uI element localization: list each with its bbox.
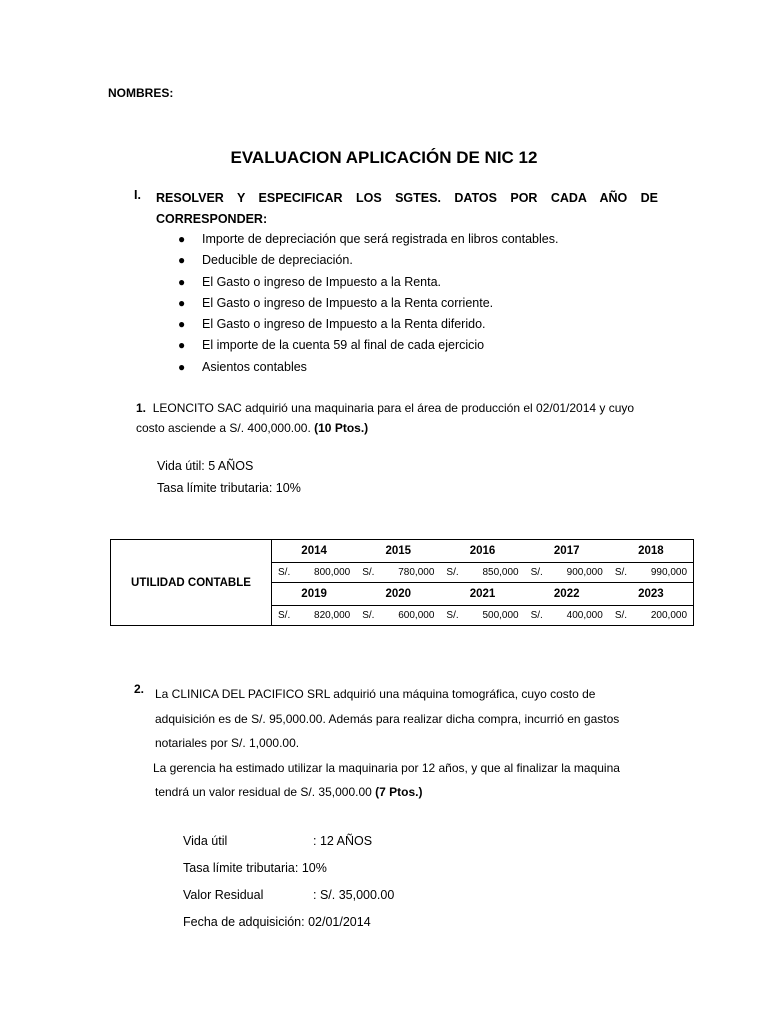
amount-cell: S/. 900,000 xyxy=(530,567,603,578)
year-header: 2017 xyxy=(553,545,580,557)
detail-row: Vida útil : 12 AÑOS xyxy=(183,834,373,848)
bullet-icon: ● xyxy=(178,338,186,353)
list-item: ● Asientos contables xyxy=(176,357,558,378)
problem-1-number: 1. xyxy=(136,401,147,415)
amount-cell: S/. 600,000 xyxy=(362,610,435,621)
detail-row: Valor Residual : S/. 35,000.00 xyxy=(183,888,395,902)
year-header: 2022 xyxy=(553,588,580,600)
year-header: 2018 xyxy=(638,545,664,557)
detail-row: Tasa límite tributaria: 10% xyxy=(183,861,327,875)
year-header: 2021 xyxy=(469,588,496,600)
amount-cell: S/. 850,000 xyxy=(446,567,519,578)
problem-1-points: (10 Ptos.) xyxy=(314,421,369,435)
list-item: ● El importe de la cuenta 59 al final de cada ejercicio xyxy=(176,335,558,356)
years-cell xyxy=(272,583,694,606)
vida-util-text: Vida útil: 5 AÑOS xyxy=(157,459,254,473)
year-header: 2020 xyxy=(385,588,412,600)
amounts-cell xyxy=(272,606,694,626)
year-header: 2014 xyxy=(301,545,327,557)
problem-2-line: La CLINICA DEL PACIFICO SRL adquirió una máquina tomográfica, cuyo costo de xyxy=(155,687,596,701)
problem-2-points: (7 Ptos.) xyxy=(375,785,423,799)
detail-row: Fecha de adquisición: 02/01/2014 xyxy=(183,915,371,929)
amount-cell: S/. 200,000 xyxy=(614,610,688,621)
list-item: ● El Gasto o ingreso de Impuesto a la Renta diferido. xyxy=(176,314,558,335)
amount-cell: S/. 800,000 xyxy=(278,567,351,578)
bullet-icon: ● xyxy=(178,295,186,310)
problem-2-line: adquisición es de S/. 95,000.00. Además para realizar dicha compra, incurrió en gastos xyxy=(155,711,620,726)
problem-2-parameters xyxy=(183,828,394,936)
amounts-cell xyxy=(272,563,694,583)
year-header: 2016 xyxy=(469,545,496,557)
list-item: ● El Gasto o ingreso de Impuesto a la Renta corriente. xyxy=(176,293,558,314)
tasa-text: Tasa límite tributaria: 10% xyxy=(157,481,301,495)
problem-2-line: La gerencia ha estimado utilizar la maquinaria por 12 años, y que al finalizar la maquina xyxy=(153,760,620,775)
amount-cell: S/. 400,000 xyxy=(530,610,603,621)
problem-1-text: LEONCITO SAC adquirió una maquinaria para el área de producción el 02/01/2014 y cuyo costo asciende a S/. 400,000.00. xyxy=(136,401,635,435)
list-item: ● El Gasto o ingreso de Impuesto a la Renta. xyxy=(176,272,558,293)
problem-2-statement xyxy=(155,682,658,805)
year-header: 2019 xyxy=(301,588,327,600)
list-item: ● Deducible de depreciación. xyxy=(176,250,558,271)
problem-1-parameters xyxy=(157,455,301,499)
years-cell xyxy=(272,540,694,563)
nombres-label: NOMBRES: xyxy=(108,86,174,100)
bullet-icon: ● xyxy=(178,232,186,246)
table-label: UTILIDAD CONTABLE xyxy=(111,540,272,626)
list-item: ● Importe de depreciación que será registrada en libros contables. xyxy=(176,229,558,250)
amount-cell: S/. 820,000 xyxy=(278,610,351,621)
bullet-icon: ● xyxy=(178,253,186,268)
table-row xyxy=(111,540,694,563)
bullet-icon: ● xyxy=(178,317,186,332)
section-heading: RESOLVER Y ESPECIFICAR LOS SGTES. DATOS POR CADA AÑO DE CORRESPONDER: xyxy=(156,191,658,226)
year-header: 2015 xyxy=(385,545,412,557)
utilidad-contable-table xyxy=(110,539,694,626)
problem-1-statement xyxy=(136,398,666,438)
amount-cell: S/. 990,000 xyxy=(614,567,688,578)
requirements-list xyxy=(176,229,558,378)
bullet-icon: ● xyxy=(178,274,186,289)
problem-2-line: notariales por S/. 1,000.00. xyxy=(155,736,300,750)
problem-2-line: tendrá un valor residual de S/. 35,000.00 (7 Ptos.) xyxy=(155,785,423,799)
year-header: 2023 xyxy=(638,588,664,600)
bullet-icon: ● xyxy=(178,359,186,374)
problem-2-number: 2. xyxy=(134,682,145,696)
amount-cell: S/. 500,000 xyxy=(446,610,519,621)
amount-cell: S/. 780,000 xyxy=(362,567,435,578)
document-title: EVALUACION APLICACIÓN DE NIC 12 xyxy=(230,148,538,167)
section-number: I. xyxy=(134,188,141,202)
